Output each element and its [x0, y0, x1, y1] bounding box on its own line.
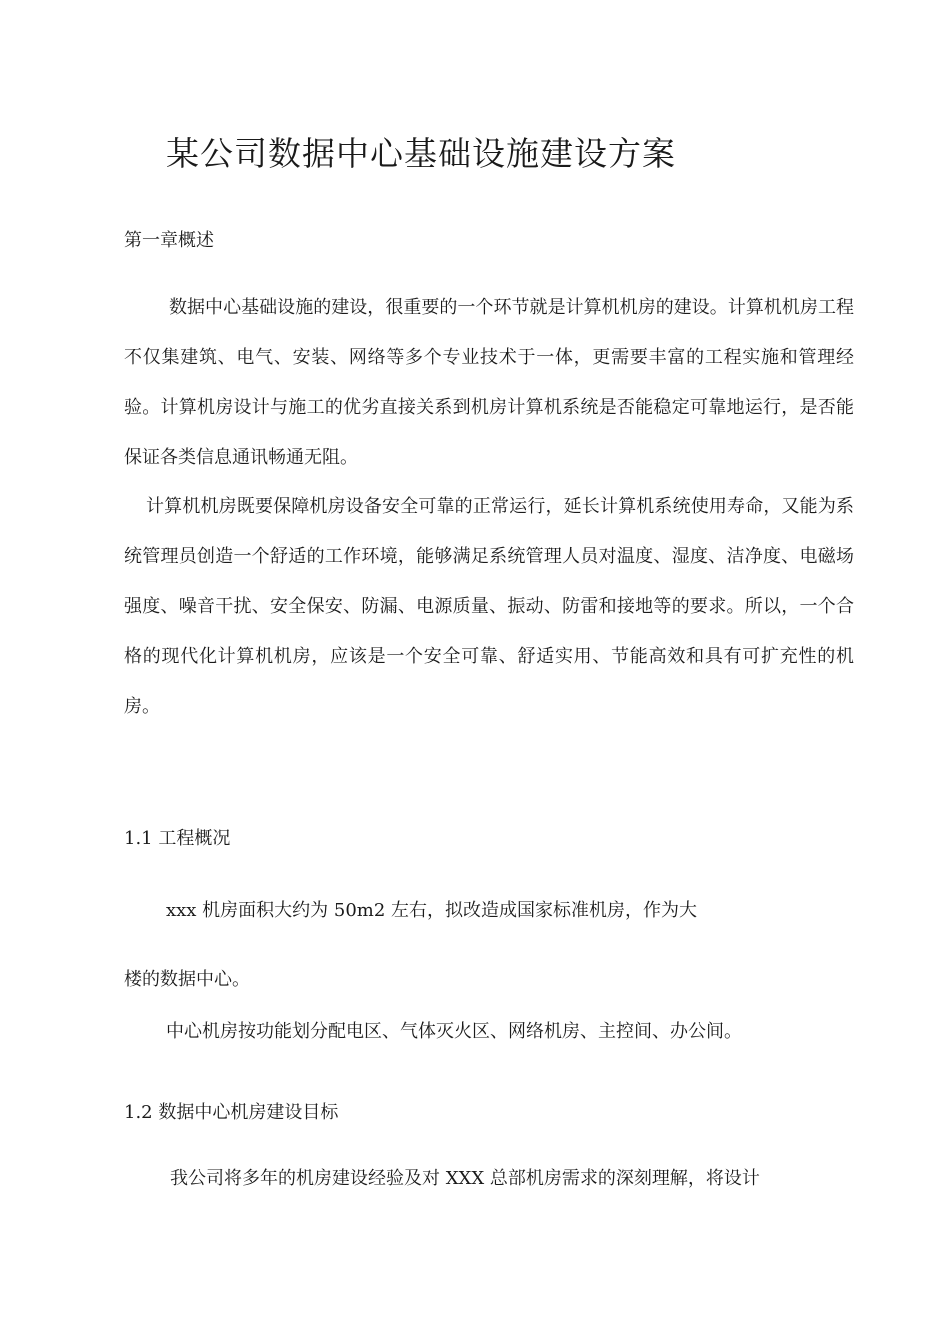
paragraph-overview-2: 计算机机房既要保障机房设备安全可靠的正常运行，延长计算机系统使用寿命，又能为系统管理员创造一个舒适的工作环境，能够满足系统管理人员对温度、湿度、洁净度、电磁场强度、噪音干扰、安全保安、防漏、电源质量、振动、防雷和接地等的要求。所以，一个合格的现代化计算机机房，应该是一个安全可靠、舒适实用、节能高效和具有可扩充性的机房。 [124, 496, 854, 717]
chapter-heading: 第一章概述 [124, 230, 214, 251]
paragraph-project-line-1: xxx 机房面积大约为 50m2 左右，拟改造成国家标准机房，作为大 [166, 900, 698, 921]
document-title: 某公司数据中心基础设施建设方案 [166, 134, 676, 173]
paragraph-project-line-2: 楼的数据中心。 [124, 969, 250, 990]
section-heading-1-2: 1.2 数据中心机房建设目标 [124, 1102, 339, 1123]
section-heading-1-1: 1.1 工程概况 [124, 828, 231, 849]
paragraph-goals: 我公司将多年的机房建设经验及对 XXX 总部机房需求的深刻理解，将设计 [170, 1168, 760, 1189]
paragraph-overview-1: 数据中心基础设施的建设，很重要的一个环节就是计算机机房的建设。计算机机房工程不仅集建筑、电气、安装、网络等多个专业技术于一体，更需要丰富的工程实施和管理经验。计算机房设计与施工的优劣直接关系到机房计算机系统是否能稳定可靠地运行，是否能保证各类信息通讯畅通无阻。 [124, 297, 854, 468]
paragraph-function-zones: 中心机房按功能划分配电区、气体灭火区、网络机房、主控间、办公间。 [166, 1021, 742, 1042]
